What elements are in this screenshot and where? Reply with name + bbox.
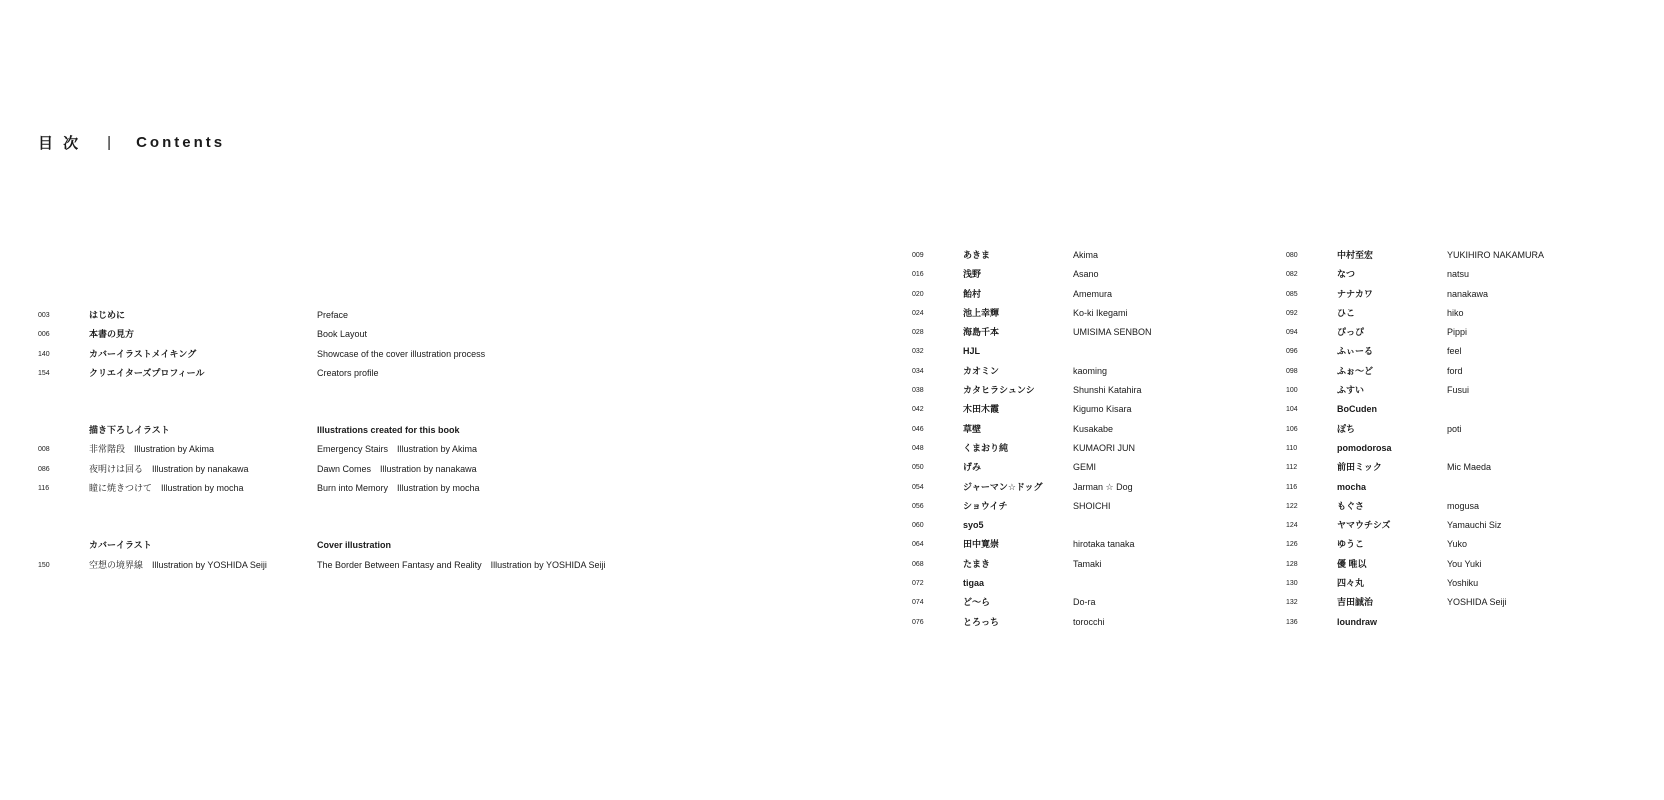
page-number: 009: [912, 252, 924, 259]
page-number: 074: [912, 599, 924, 607]
artist-name-en: poti: [1447, 423, 1462, 434]
artist-name-jp: 中村至宏: [1337, 250, 1374, 260]
page-number: 003: [38, 312, 50, 319]
page-number: 140: [38, 350, 50, 358]
page-number: 048: [912, 444, 924, 452]
entry-en: Burn into Memory Illustration by mocha: [317, 483, 480, 494]
artist-name-en: torocchi: [1073, 616, 1105, 627]
artist-name-jp: 飴村: [963, 288, 982, 299]
artist-name-jp: mocha: [1337, 481, 1367, 492]
artist-name-jp: 池上幸輝: [963, 307, 1000, 318]
artist-name-jp: tigaa: [963, 578, 985, 589]
section-heading-en: Cover illustration: [317, 540, 392, 551]
entry-jp: はじめに: [89, 310, 126, 320]
page-number: 080: [1286, 252, 1298, 259]
page-number: 110: [1286, 444, 1298, 452]
artist-name-jp: カオミン: [963, 365, 1000, 376]
entry-en: Book Layout: [317, 329, 368, 340]
page-number: 112: [1286, 464, 1298, 472]
page-number: 024: [912, 309, 924, 317]
page-number: 046: [912, 425, 924, 433]
artist-name-en: Shunshi Katahira: [1073, 385, 1142, 396]
artist-name-en: Akima: [1073, 250, 1099, 260]
entry-jp: 本書の見方: [89, 329, 135, 340]
title-jp: 目 次: [38, 135, 82, 152]
artist-name-jp: 四々丸: [1337, 578, 1365, 589]
page-number: 100: [1286, 387, 1298, 395]
artist-name-en: Ko-ki Ikegami: [1073, 307, 1128, 318]
page-number: 028: [912, 329, 924, 337]
artist-name-jp: HJL: [963, 346, 981, 357]
entry-en: Showcase of the cover illustration process: [317, 348, 486, 359]
artist-name-en: natsu: [1447, 269, 1470, 280]
artist-name-jp: カタヒラシュンシ: [963, 385, 1035, 396]
section-heading-en: Illustrations created for this book: [317, 425, 460, 436]
artist-name-jp: 草壁: [963, 423, 982, 434]
page-number: 060: [912, 522, 924, 530]
entry-jp: クリエイターズプロフィール: [89, 367, 205, 378]
artist-name-jp: なつ: [1337, 269, 1356, 280]
page-number: 096: [1286, 348, 1298, 356]
artist-name-en: Tamaki: [1073, 558, 1102, 569]
entry-jp: 夜明けは回る Illustration by nanakawa: [89, 463, 249, 474]
page-number: 098: [1286, 367, 1298, 375]
artist-name-en: Yoshiku: [1447, 578, 1479, 589]
artist-name-en: Do-ra: [1073, 597, 1096, 608]
page-number: 154: [38, 369, 50, 377]
artist-name-jp: 浅野: [963, 269, 982, 280]
artist-name-en: Amemura: [1073, 288, 1113, 299]
page-title: [38, 132, 225, 153]
artist-name-en: Asano: [1073, 269, 1099, 280]
artist-name-jp: pomodorosa: [1337, 442, 1392, 453]
artist-name-en: nanakawa: [1447, 288, 1489, 299]
page-number: 130: [1286, 580, 1298, 588]
entry-en: Creators profile: [317, 367, 379, 378]
artist-name-jp: とろっち: [963, 616, 1000, 627]
artist-name-en: kaoming: [1073, 365, 1108, 376]
page-number: 104: [1286, 406, 1298, 414]
artist-name-en: Kigumo Kisara: [1073, 404, 1132, 415]
artist-name-en: KUMAORI JUN: [1073, 442, 1136, 453]
artist-name-en: Pippi: [1447, 327, 1468, 338]
artist-name-jp: ナナカワ: [1337, 288, 1373, 299]
page-number: 116: [38, 485, 50, 493]
artist-name-jp: もぐさ: [1337, 500, 1365, 511]
artist-name-jp: 前田ミック: [1337, 462, 1382, 473]
entry-en: The Border Between Fantasy and Reality Illustration by YOSHIDA Seiji: [317, 559, 606, 570]
page-number: 086: [38, 465, 50, 473]
page-number: 042: [912, 406, 924, 414]
artist-name-en: mogusa: [1447, 500, 1480, 511]
artist-name-en: YUKIHIRO NAKAMURA: [1447, 250, 1545, 260]
artist-name-jp: loundraw: [1337, 616, 1377, 627]
page-number: 072: [912, 580, 924, 588]
page-number: 128: [1286, 560, 1298, 568]
artist-name-en: SHOICHI: [1073, 500, 1111, 511]
title-en: Contents: [136, 134, 226, 151]
entry-en: Emergency Stairs Illustration by Akima: [317, 444, 478, 455]
page-number: 126: [1286, 541, 1298, 549]
page-number: 092: [1286, 309, 1298, 317]
artist-name-jp: 田中寛崇: [963, 539, 1000, 550]
artist-name-jp: 海島千本: [963, 327, 1000, 338]
page-number: 085: [1286, 290, 1298, 298]
artist-name-en: Yuko: [1447, 539, 1468, 550]
artist-name-jp: ふぃーる: [1337, 346, 1374, 357]
artist-name-jp: げみ: [963, 462, 982, 473]
artist-name-en: Yamauchi Siz: [1447, 520, 1502, 531]
artist-name-jp: ぽち: [1337, 423, 1356, 434]
page-number: 054: [912, 483, 924, 491]
artist-name-jp: 木田木霞: [963, 404, 1000, 415]
artist-name-en: hiko: [1447, 307, 1464, 318]
artist-name-jp: くまおり純: [963, 442, 1009, 453]
page-number: 034: [912, 367, 924, 375]
artist-name-en: hirotaka tanaka: [1073, 539, 1135, 550]
artist-name-jp: ヤマウチシズ: [1337, 520, 1391, 531]
page-number: 094: [1286, 329, 1298, 337]
page-number: 032: [912, 348, 924, 356]
artist-name-jp: ど〜ら: [963, 597, 991, 608]
artist-name-en: UMISIMA SENBON: [1073, 327, 1152, 338]
artist-name-en: GEMI: [1073, 462, 1097, 473]
page-number: 020: [912, 290, 924, 298]
entry-jp: 非常階段 Illustration by Akima: [89, 444, 215, 455]
artist-name-en: Mic Maeda: [1447, 462, 1492, 473]
artist-name-en: ford: [1447, 365, 1463, 376]
artist-name-jp: ふぉ〜ど: [1337, 365, 1374, 376]
section-heading-jp: カバーイラスト: [89, 540, 152, 551]
artist-name-jp: あきま: [963, 250, 991, 260]
page-number: 124: [1286, 522, 1298, 530]
artist-name-en: YOSHIDA Seiji: [1447, 597, 1507, 608]
artist-name-jp: syo5: [963, 520, 984, 531]
page-number: 082: [1286, 271, 1298, 279]
page-number: 136: [1286, 618, 1298, 626]
artist-name-jp: ぴっぴ: [1337, 327, 1365, 338]
entry-jp: 瞳に焼きつけて Illustration by mocha: [89, 483, 244, 494]
artist-name-jp: ジャーマン☆ドッグ: [963, 481, 1043, 492]
artist-name-en: You Yuki: [1447, 558, 1482, 569]
page-number: 106: [1286, 425, 1298, 433]
page-number: 056: [912, 502, 924, 510]
artist-name-jp: BoCuden: [1337, 404, 1377, 415]
page-number: 050: [912, 464, 924, 472]
page-number: 122: [1286, 502, 1298, 510]
entry-en: Preface: [317, 310, 349, 320]
artist-name-jp: ひこ: [1337, 307, 1356, 318]
entry-jp: カバーイラストメイキング: [89, 348, 197, 359]
artist-name-jp: ふすい: [1337, 385, 1365, 396]
artist-name-en: Kusakabe: [1073, 423, 1114, 434]
artist-name-jp: 優 唯以: [1337, 558, 1367, 569]
page-number: 016: [912, 271, 924, 279]
artist-name-en: Jarman ☆ Dog: [1073, 481, 1133, 492]
page-number: 006: [38, 331, 50, 339]
entry-jp: 空想の境界線 Illustration by YOSHIDA Seiji: [89, 559, 267, 570]
artist-name-en: Fusui: [1447, 385, 1470, 396]
artist-name-en: feel: [1447, 346, 1462, 357]
artist-name-jp: ショウイチ: [963, 500, 1008, 511]
page-number: 076: [912, 618, 924, 626]
page-number: 038: [912, 387, 924, 395]
entry-en: Dawn Comes Illustration by nanakawa: [317, 463, 477, 474]
page-number: 064: [912, 541, 924, 549]
page-number: 008: [38, 446, 50, 454]
title-separator: |: [107, 134, 115, 151]
page-number: 132: [1286, 599, 1298, 607]
artist-name-jp: 吉田誠治: [1337, 597, 1374, 608]
section-heading-jp: 描き下ろしイラスト: [89, 425, 170, 436]
artist-name-jp: たまき: [963, 558, 991, 569]
artist-name-jp: ゆうこ: [1337, 539, 1365, 550]
page-number: 150: [38, 561, 50, 569]
page-number: 068: [912, 560, 924, 568]
page-number: 116: [1286, 483, 1298, 491]
